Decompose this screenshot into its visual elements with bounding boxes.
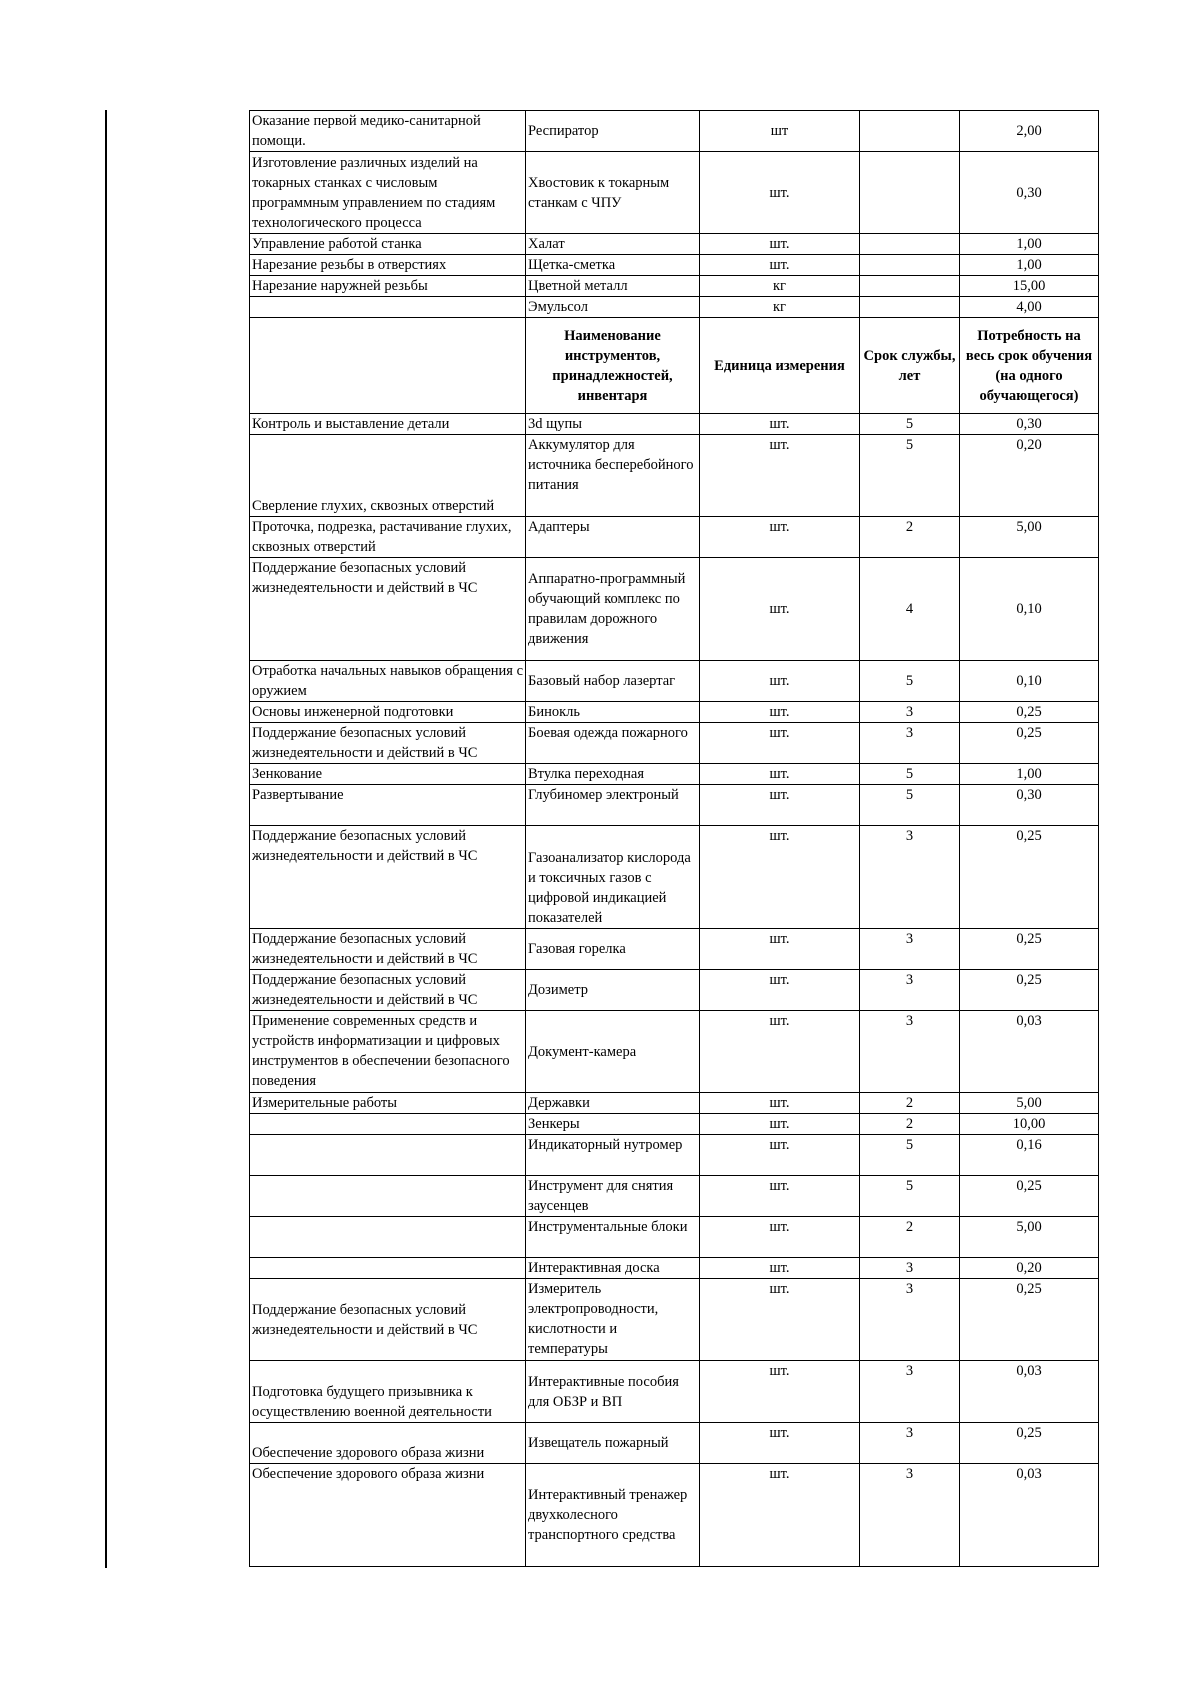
item-cell: Халат <box>526 234 700 255</box>
service-life-cell: 4 <box>860 558 960 661</box>
item-cell: Газовая горелка <box>526 929 700 970</box>
table-row <box>250 111 1099 152</box>
activity-cell: Измерительные работы <box>250 1093 526 1114</box>
item-cell: Дозиметр <box>526 970 700 1011</box>
unit-cell: шт. <box>700 255 860 276</box>
unit-cell: шт. <box>700 1217 860 1258</box>
unit-cell: шт <box>700 111 860 152</box>
service-life-cell <box>860 297 960 318</box>
unit-cell: кг <box>700 276 860 297</box>
service-life-cell: 2 <box>860 517 960 558</box>
service-life-cell <box>860 152 960 234</box>
service-life-cell: 3 <box>860 1258 960 1279</box>
requirement-cell: 10,00 <box>960 1114 1099 1135</box>
item-cell: Интерактивная доска <box>526 1258 700 1279</box>
table-row <box>250 152 1099 234</box>
requirement-cell: 0,03 <box>960 1464 1099 1567</box>
unit-cell: шт. <box>700 1135 860 1176</box>
service-life-cell: 5 <box>860 1176 960 1217</box>
table-row <box>250 234 1099 255</box>
service-life-cell: 3 <box>860 1423 960 1464</box>
unit-cell: шт. <box>700 1176 860 1217</box>
item-cell: Интерактивные пособия для ОБЗР и ВП <box>526 1361 700 1423</box>
requirement-cell: 0,03 <box>960 1361 1099 1423</box>
activity-cell: Контроль и выставление детали <box>250 414 526 435</box>
requirement-cell: 5,00 <box>960 1217 1099 1258</box>
table-row <box>250 435 1099 517</box>
requirement-cell: 0,30 <box>960 152 1099 234</box>
table-row <box>250 1279 1099 1361</box>
activity-cell: Поддержание безопасных условий жизнедеятельности и действий в ЧС <box>250 970 526 1011</box>
activity-cell <box>250 1176 526 1217</box>
service-life-cell: 5 <box>860 661 960 702</box>
table-row <box>250 1361 1099 1423</box>
unit-cell: шт. <box>700 234 860 255</box>
table-row <box>250 1258 1099 1279</box>
service-life-cell: 5 <box>860 414 960 435</box>
unit-cell: шт. <box>700 1093 860 1114</box>
table-header-row <box>250 318 1099 414</box>
activity-cell: Нарезание резьбы в отверстиях <box>250 255 526 276</box>
activity-cell: Проточка, подрезка, растачивание глухих, сквозных отверстий <box>250 517 526 558</box>
item-cell: Интерактивный тренажер двухколесного транспортного средства <box>526 1464 700 1567</box>
service-life-cell <box>860 255 960 276</box>
header-unit: Единица измерения <box>700 318 860 414</box>
item-cell: Инструмент для снятия заусенцев <box>526 1176 700 1217</box>
service-life-cell: 2 <box>860 1114 960 1135</box>
service-life-cell <box>860 111 960 152</box>
table-row <box>250 517 1099 558</box>
table-row <box>250 785 1099 826</box>
unit-cell: шт. <box>700 1423 860 1464</box>
service-life-cell: 5 <box>860 1135 960 1176</box>
service-life-cell: 3 <box>860 929 960 970</box>
inventory-table <box>249 110 1099 1567</box>
item-cell: Аккумулятор для источника бесперебойного питания <box>526 435 700 517</box>
unit-cell: шт. <box>700 661 860 702</box>
unit-cell: кг <box>700 297 860 318</box>
requirement-cell: 0,25 <box>960 1279 1099 1361</box>
service-life-cell: 3 <box>860 970 960 1011</box>
table-row <box>250 414 1099 435</box>
table-row <box>250 1114 1099 1135</box>
service-life-cell: 3 <box>860 702 960 723</box>
unit-cell: шт. <box>700 1464 860 1567</box>
item-cell: Измеритель электропроводности, кислотности и температуры <box>526 1279 700 1361</box>
requirement-cell: 0,30 <box>960 414 1099 435</box>
requirement-cell: 0,20 <box>960 435 1099 517</box>
unit-cell: шт. <box>700 435 860 517</box>
requirement-cell: 0,25 <box>960 929 1099 970</box>
unit-cell: шт. <box>700 785 860 826</box>
service-life-cell: 3 <box>860 1011 960 1093</box>
activity-cell: Управление работой станка <box>250 234 526 255</box>
unit-cell: шт. <box>700 152 860 234</box>
activity-cell <box>250 1135 526 1176</box>
item-cell: Эмульсол <box>526 297 700 318</box>
activity-cell <box>250 297 526 318</box>
service-life-cell: 3 <box>860 1361 960 1423</box>
table-row <box>250 255 1099 276</box>
left-margin-line <box>105 110 107 1568</box>
item-cell: Аппаратно-программный обучающий комплекс по правилам дорожного движения <box>526 558 700 661</box>
item-cell: Цветной металл <box>526 276 700 297</box>
requirement-cell: 5,00 <box>960 517 1099 558</box>
unit-cell: шт. <box>700 1279 860 1361</box>
activity-cell <box>250 1114 526 1135</box>
requirement-cell: 2,00 <box>960 111 1099 152</box>
item-cell: Базовый набор лазертаг <box>526 661 700 702</box>
item-cell: Щетка-сметка <box>526 255 700 276</box>
table-row <box>250 764 1099 785</box>
item-cell: Втулка переходная <box>526 764 700 785</box>
activity-cell: Обеспечение здорового образа жизни <box>250 1423 526 1464</box>
service-life-cell: 2 <box>860 1217 960 1258</box>
unit-cell: шт. <box>700 764 860 785</box>
requirement-cell: 15,00 <box>960 276 1099 297</box>
item-cell: Индикаторный нутромер <box>526 1135 700 1176</box>
item-cell: Зенкеры <box>526 1114 700 1135</box>
header-requirement: Потребность на весь срок обучения (на одного обучающегося) <box>960 318 1099 414</box>
item-cell: Респиратор <box>526 111 700 152</box>
service-life-cell: 5 <box>860 785 960 826</box>
unit-cell: шт. <box>700 1361 860 1423</box>
activity-cell: Поддержание безопасных условий жизнедеятельности и действий в ЧС <box>250 1279 526 1361</box>
table-row <box>250 1423 1099 1464</box>
requirement-cell: 0,10 <box>960 558 1099 661</box>
activity-cell <box>250 1258 526 1279</box>
unit-cell: шт. <box>700 826 860 929</box>
service-life-cell <box>860 234 960 255</box>
requirement-cell: 0,03 <box>960 1011 1099 1093</box>
item-cell: Глубиномер электроный <box>526 785 700 826</box>
requirement-cell: 0,25 <box>960 1176 1099 1217</box>
item-cell: 3d щупы <box>526 414 700 435</box>
table-row <box>250 1135 1099 1176</box>
header-service-life: Срок службы, лет <box>860 318 960 414</box>
header-empty-cell <box>250 318 526 414</box>
table-row <box>250 1176 1099 1217</box>
activity-cell: Поддержание безопасных условий жизнедеятельности и действий в ЧС <box>250 826 526 929</box>
unit-cell: шт. <box>700 558 860 661</box>
table-row <box>250 723 1099 764</box>
requirement-cell: 0,20 <box>960 1258 1099 1279</box>
item-cell: Бинокль <box>526 702 700 723</box>
activity-cell: Обеспечение здорового образа жизни <box>250 1464 526 1567</box>
requirement-cell: 1,00 <box>960 255 1099 276</box>
item-cell: Боевая одежда пожарного <box>526 723 700 764</box>
table-row <box>250 1217 1099 1258</box>
requirement-cell: 0,25 <box>960 1423 1099 1464</box>
table-row <box>250 558 1099 661</box>
requirement-cell: 0,25 <box>960 970 1099 1011</box>
header-item-name: Наименование инструментов, принадлежностей, инвентаря <box>526 318 700 414</box>
requirement-cell: 1,00 <box>960 764 1099 785</box>
requirement-cell: 0,25 <box>960 702 1099 723</box>
activity-cell: Нарезание наружней резьбы <box>250 276 526 297</box>
unit-cell: шт. <box>700 414 860 435</box>
requirement-cell: 0,25 <box>960 723 1099 764</box>
service-life-cell: 3 <box>860 1279 960 1361</box>
activity-cell: Развертывание <box>250 785 526 826</box>
requirement-cell: 4,00 <box>960 297 1099 318</box>
unit-cell: шт. <box>700 929 860 970</box>
activity-cell: Применение современных средств и устройств информатизации и цифровых инструментов в обеспечении безопасного поведения <box>250 1011 526 1093</box>
service-life-cell: 3 <box>860 1464 960 1567</box>
table-row <box>250 702 1099 723</box>
requirement-cell: 5,00 <box>960 1093 1099 1114</box>
activity-cell: Отработка начальных навыков обращения с оружием <box>250 661 526 702</box>
table-row <box>250 1093 1099 1114</box>
service-life-cell: 5 <box>860 764 960 785</box>
item-cell: Документ-камера <box>526 1011 700 1093</box>
item-cell: Газоанализатор кислорода и токсичных газов с цифровой индикацией показателей <box>526 826 700 929</box>
activity-cell: Подготовка будущего призывника к осуществлению военной деятельности <box>250 1361 526 1423</box>
activity-cell: Изготовление различных изделий на токарных станках с числовым программным управлением по стадиям технологического процесса <box>250 152 526 234</box>
activity-cell: Зенкование <box>250 764 526 785</box>
requirement-cell: 0,16 <box>960 1135 1099 1176</box>
unit-cell: шт. <box>700 1258 860 1279</box>
service-life-cell: 3 <box>860 723 960 764</box>
unit-cell: шт. <box>700 970 860 1011</box>
service-life-cell: 2 <box>860 1093 960 1114</box>
service-life-cell <box>860 276 960 297</box>
table-row <box>250 826 1099 929</box>
activity-cell: Основы инженерной подготовки <box>250 702 526 723</box>
item-cell: Инструментальные блоки <box>526 1217 700 1258</box>
requirement-cell: 0,30 <box>960 785 1099 826</box>
table-row <box>250 661 1099 702</box>
table-row <box>250 970 1099 1011</box>
requirement-cell: 1,00 <box>960 234 1099 255</box>
activity-cell: Сверление глухих, сквозных отверстий <box>250 435 526 517</box>
table-row <box>250 929 1099 970</box>
unit-cell: шт. <box>700 702 860 723</box>
requirement-cell: 0,25 <box>960 826 1099 929</box>
table-row <box>250 276 1099 297</box>
table-row <box>250 1011 1099 1093</box>
unit-cell: шт. <box>700 1114 860 1135</box>
activity-cell: Поддержание безопасных условий жизнедеятельности и действий в ЧС <box>250 558 526 661</box>
item-cell: Державки <box>526 1093 700 1114</box>
service-life-cell: 5 <box>860 435 960 517</box>
requirement-cell: 0,10 <box>960 661 1099 702</box>
inventory-table-body <box>250 111 1099 1567</box>
unit-cell: шт. <box>700 517 860 558</box>
item-cell: Хвостовик к токарным станкам с ЧПУ <box>526 152 700 234</box>
activity-cell: Поддержание безопасных условий жизнедеятельности и действий в ЧС <box>250 723 526 764</box>
service-life-cell: 3 <box>860 826 960 929</box>
activity-cell: Поддержание безопасных условий жизнедеятельности и действий в ЧС <box>250 929 526 970</box>
item-cell: Извещатель пожарный <box>526 1423 700 1464</box>
activity-cell <box>250 1217 526 1258</box>
activity-cell: Оказание первой медико-санитарной помощи. <box>250 111 526 152</box>
unit-cell: шт. <box>700 723 860 764</box>
unit-cell: шт. <box>700 1011 860 1093</box>
table-row <box>250 297 1099 318</box>
table-row <box>250 1464 1099 1567</box>
item-cell: Адаптеры <box>526 517 700 558</box>
